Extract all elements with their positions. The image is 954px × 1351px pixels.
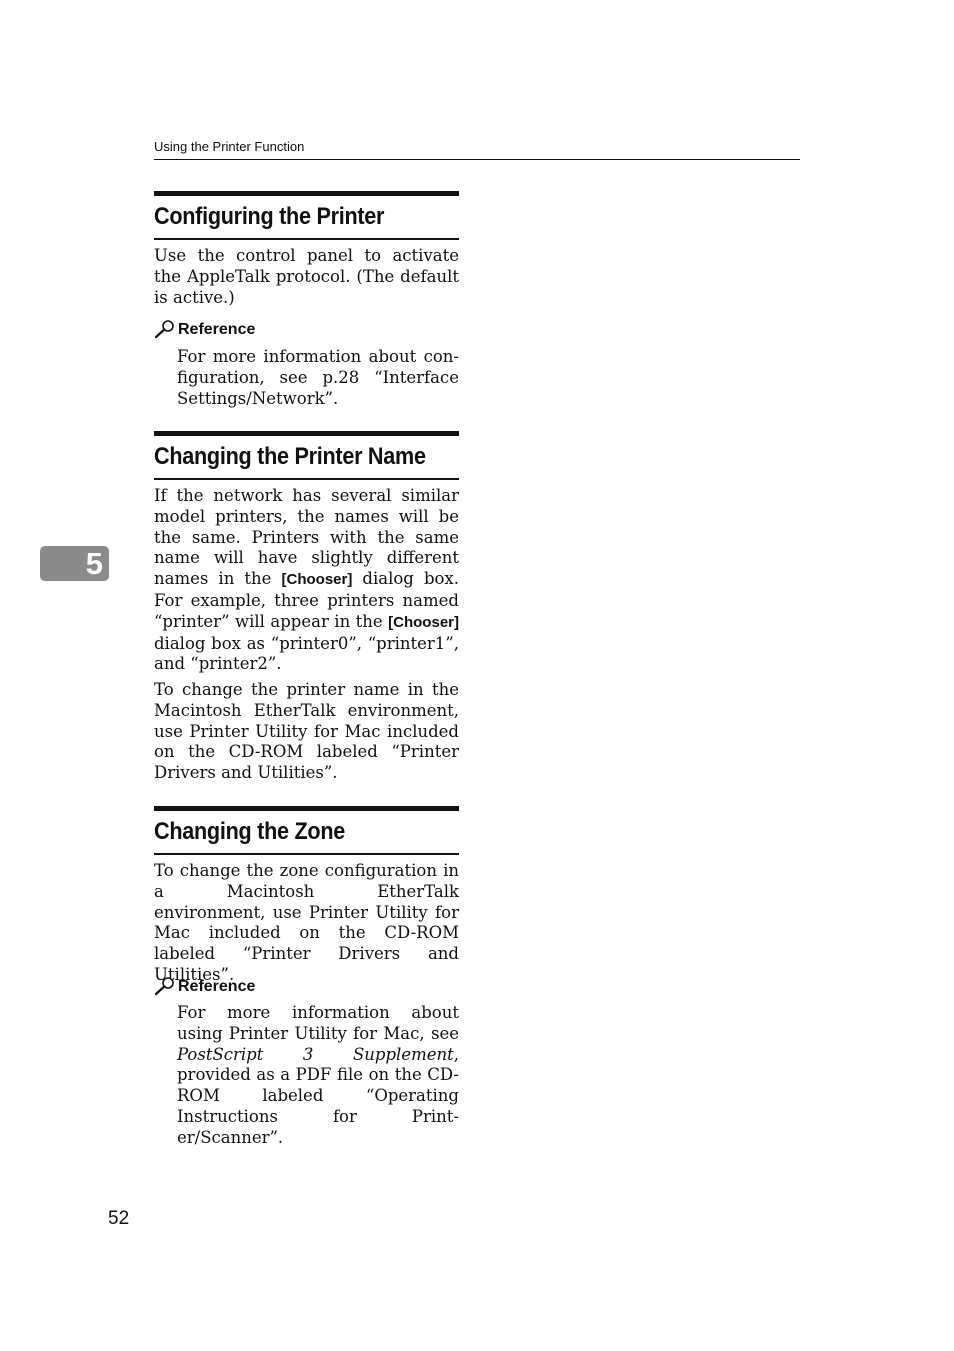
document-title: PostScript 3 Supplement xyxy=(177,1044,454,1064)
chapter-tab: 5 xyxy=(40,546,109,581)
magnifier-icon xyxy=(154,319,176,339)
chooser-key: [Chooser] xyxy=(388,613,459,631)
running-head: Using the Printer Function xyxy=(154,139,305,154)
zone-body: To change the zone configuration in a Macintosh EtherTalk environment, use Printer Utility for Mac included on the CD-ROM labeled “Printer Drivers and Utilities”. xyxy=(154,861,459,984)
zone-reference-text xyxy=(177,1003,459,1149)
section-heading-zone xyxy=(154,806,459,855)
section-title: Changing the Printer Name xyxy=(154,443,426,470)
text-run: If the network has several similar model printers, the names will be the same. Printers with the same name will have slightly different names in the xyxy=(154,486,459,589)
magnifier-icon xyxy=(154,976,176,996)
text-run: dialog box. For example, three printers named “printer” will appear in the xyxy=(154,569,459,631)
printer-name-paragraph-2: To change the printer name in the Macintosh EtherTalk environment, use Printer Utility for Mac included on the CD-ROM labeled “Printer Drivers and Utilities”. xyxy=(154,680,459,783)
reference-label xyxy=(154,976,255,996)
configuring-body: Use the control panel to activate the AppleTalk protocol. (The default is active.) xyxy=(154,246,459,307)
text-run: , provided as a PDF file on the CD-ROM labeled “Operating Instructions for Printer/Scanner”. xyxy=(177,1044,459,1147)
chooser-key: [Chooser] xyxy=(281,571,353,589)
section-heading-configuring xyxy=(154,191,459,240)
text-run: For more information about using Printer Utility for Mac, see xyxy=(177,1003,459,1043)
section-title: Changing the Zone xyxy=(154,818,345,845)
printer-name-paragraph-1 xyxy=(154,486,459,675)
reference-label-text: Reference xyxy=(178,978,256,995)
page-number: 52 xyxy=(108,1208,130,1229)
text-run: dialog box as “printer0”, “printer1”, and “printer2”. xyxy=(154,633,459,674)
reference-label-text: Reference xyxy=(178,321,256,338)
header-rule xyxy=(154,159,800,160)
configuring-reference-text: For more information about configuration, see p.28 “Interface Settings/Network”. xyxy=(177,347,459,408)
section-title: Configuring the Printer xyxy=(154,203,385,230)
reference-label xyxy=(154,319,255,339)
section-heading-printer-name xyxy=(154,431,459,480)
